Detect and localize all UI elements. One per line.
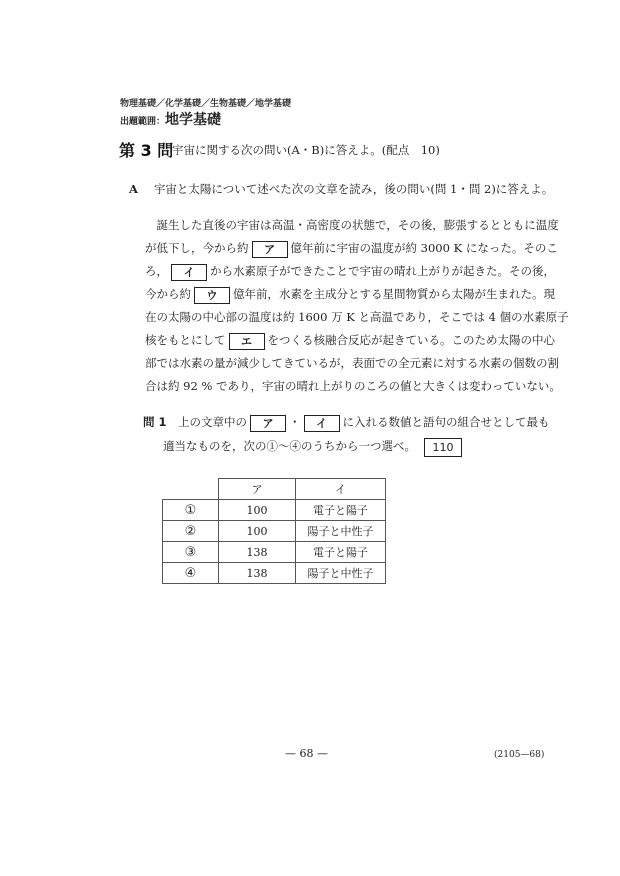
cell-i: 陽子と中性子 xyxy=(296,563,386,584)
table-row xyxy=(163,542,386,563)
blank-box-u: ウ xyxy=(194,287,230,304)
passage-text: 在の太陽の中心部の温度は約 1600 万 K と高温であり，そこでは 4 個の水素原子 xyxy=(145,310,569,324)
passage-line xyxy=(145,306,569,329)
passage-line xyxy=(145,283,555,306)
choice-number: ③ xyxy=(163,542,219,563)
header-cell-a: ア xyxy=(219,479,296,500)
passage-line xyxy=(145,352,559,375)
page-number: — 68 — xyxy=(285,747,328,760)
q1-line xyxy=(143,434,550,458)
cell-a: 138 xyxy=(219,542,296,563)
cell-i: 電子と陽子 xyxy=(296,542,386,563)
table-row xyxy=(163,563,386,584)
passage-text: が低下し，今から約 xyxy=(145,241,249,255)
q1-label: 問 1 xyxy=(143,415,167,429)
passage xyxy=(145,214,569,398)
answer-number-box: 110 xyxy=(424,438,462,457)
passage-line xyxy=(145,329,555,352)
cell-a: 100 xyxy=(219,500,296,521)
choices-table xyxy=(162,478,386,584)
q1-text: に入れる数値と語句の組合せとして最も xyxy=(342,415,550,429)
part-a-label: A xyxy=(129,182,138,196)
choice-number: ① xyxy=(163,500,219,521)
table-row xyxy=(163,500,386,521)
subquestion-1 xyxy=(143,410,550,458)
blank-box-i: イ xyxy=(171,264,207,281)
passage-line xyxy=(145,214,559,237)
passage-text: から水素原子ができたことで宇宙の晴れ上がりが起きた。その後， xyxy=(210,264,555,278)
passage-text: 誕生した直後の宇宙は高温・高密度の状態で，その後，膨張するとともに温度 xyxy=(156,218,559,232)
cell-i: 陽子と中性子 xyxy=(296,521,386,542)
q1-line xyxy=(143,410,550,434)
scope-label: 出題範囲： xyxy=(120,117,166,127)
header-cell-i: イ xyxy=(296,479,386,500)
passage-text: ろ， xyxy=(145,264,168,278)
cell-i: 電子と陽子 xyxy=(296,500,386,521)
table-row xyxy=(163,521,386,542)
passage-line xyxy=(145,260,555,283)
passage-text: 億年前に宇宙の温度が約 3000 K になった。そのこ xyxy=(290,241,558,255)
blank-box-a: ア xyxy=(252,241,288,258)
cell-a: 100 xyxy=(219,521,296,542)
cell-a: 138 xyxy=(219,563,296,584)
header-cell-empty xyxy=(163,479,219,500)
blank-box-i: イ xyxy=(304,415,340,432)
q1-text: 適当なものを，次の①～④のうちから一つ選べ。 xyxy=(163,439,416,453)
question-number: 第 3 問 xyxy=(119,141,174,160)
passage-line xyxy=(145,237,558,260)
scope-value: 地学基礎 xyxy=(165,112,222,128)
choice-number: ④ xyxy=(163,563,219,584)
passage-text: 今から約 xyxy=(145,287,191,301)
blank-box-e: エ xyxy=(229,333,265,350)
passage-text: 核をもとにして xyxy=(145,333,226,347)
passage-text: 億年前，水素を主成分とする星間物質から太陽が生まれた。現 xyxy=(233,287,555,301)
separator: ・ xyxy=(289,415,301,429)
passage-text: をつくる核融合反応が起きている。このため太陽の中心 xyxy=(267,333,555,347)
document-code: (2105—68) xyxy=(494,750,545,760)
passage-text: 合は約 92 % であり，宇宙の晴れ上がりのころの値と大きくは変わっていない。 xyxy=(145,379,561,393)
choice-number: ② xyxy=(163,521,219,542)
part-a-instruction xyxy=(129,181,553,197)
subjects-header: 物理基礎／化学基礎／生物基礎／地学基礎 xyxy=(120,99,292,109)
question-text: 宇宙に関する次の問い(A・B)に答えよ。(配点 10) xyxy=(172,143,440,157)
blank-box-a: ア xyxy=(250,415,286,432)
passage-line xyxy=(145,375,561,398)
passage-text: 部では水素の量が減少してきているが，表面での全元素に対する水素の個数の割 xyxy=(145,356,559,370)
exam-scope xyxy=(120,109,221,129)
q1-text: 上の文章中の xyxy=(178,415,248,429)
table-header-row xyxy=(163,479,386,500)
part-a-text: 宇宙と太陽について述べた次の文章を読み，後の問い(問 1・問 2)に答えよ。 xyxy=(153,182,554,196)
